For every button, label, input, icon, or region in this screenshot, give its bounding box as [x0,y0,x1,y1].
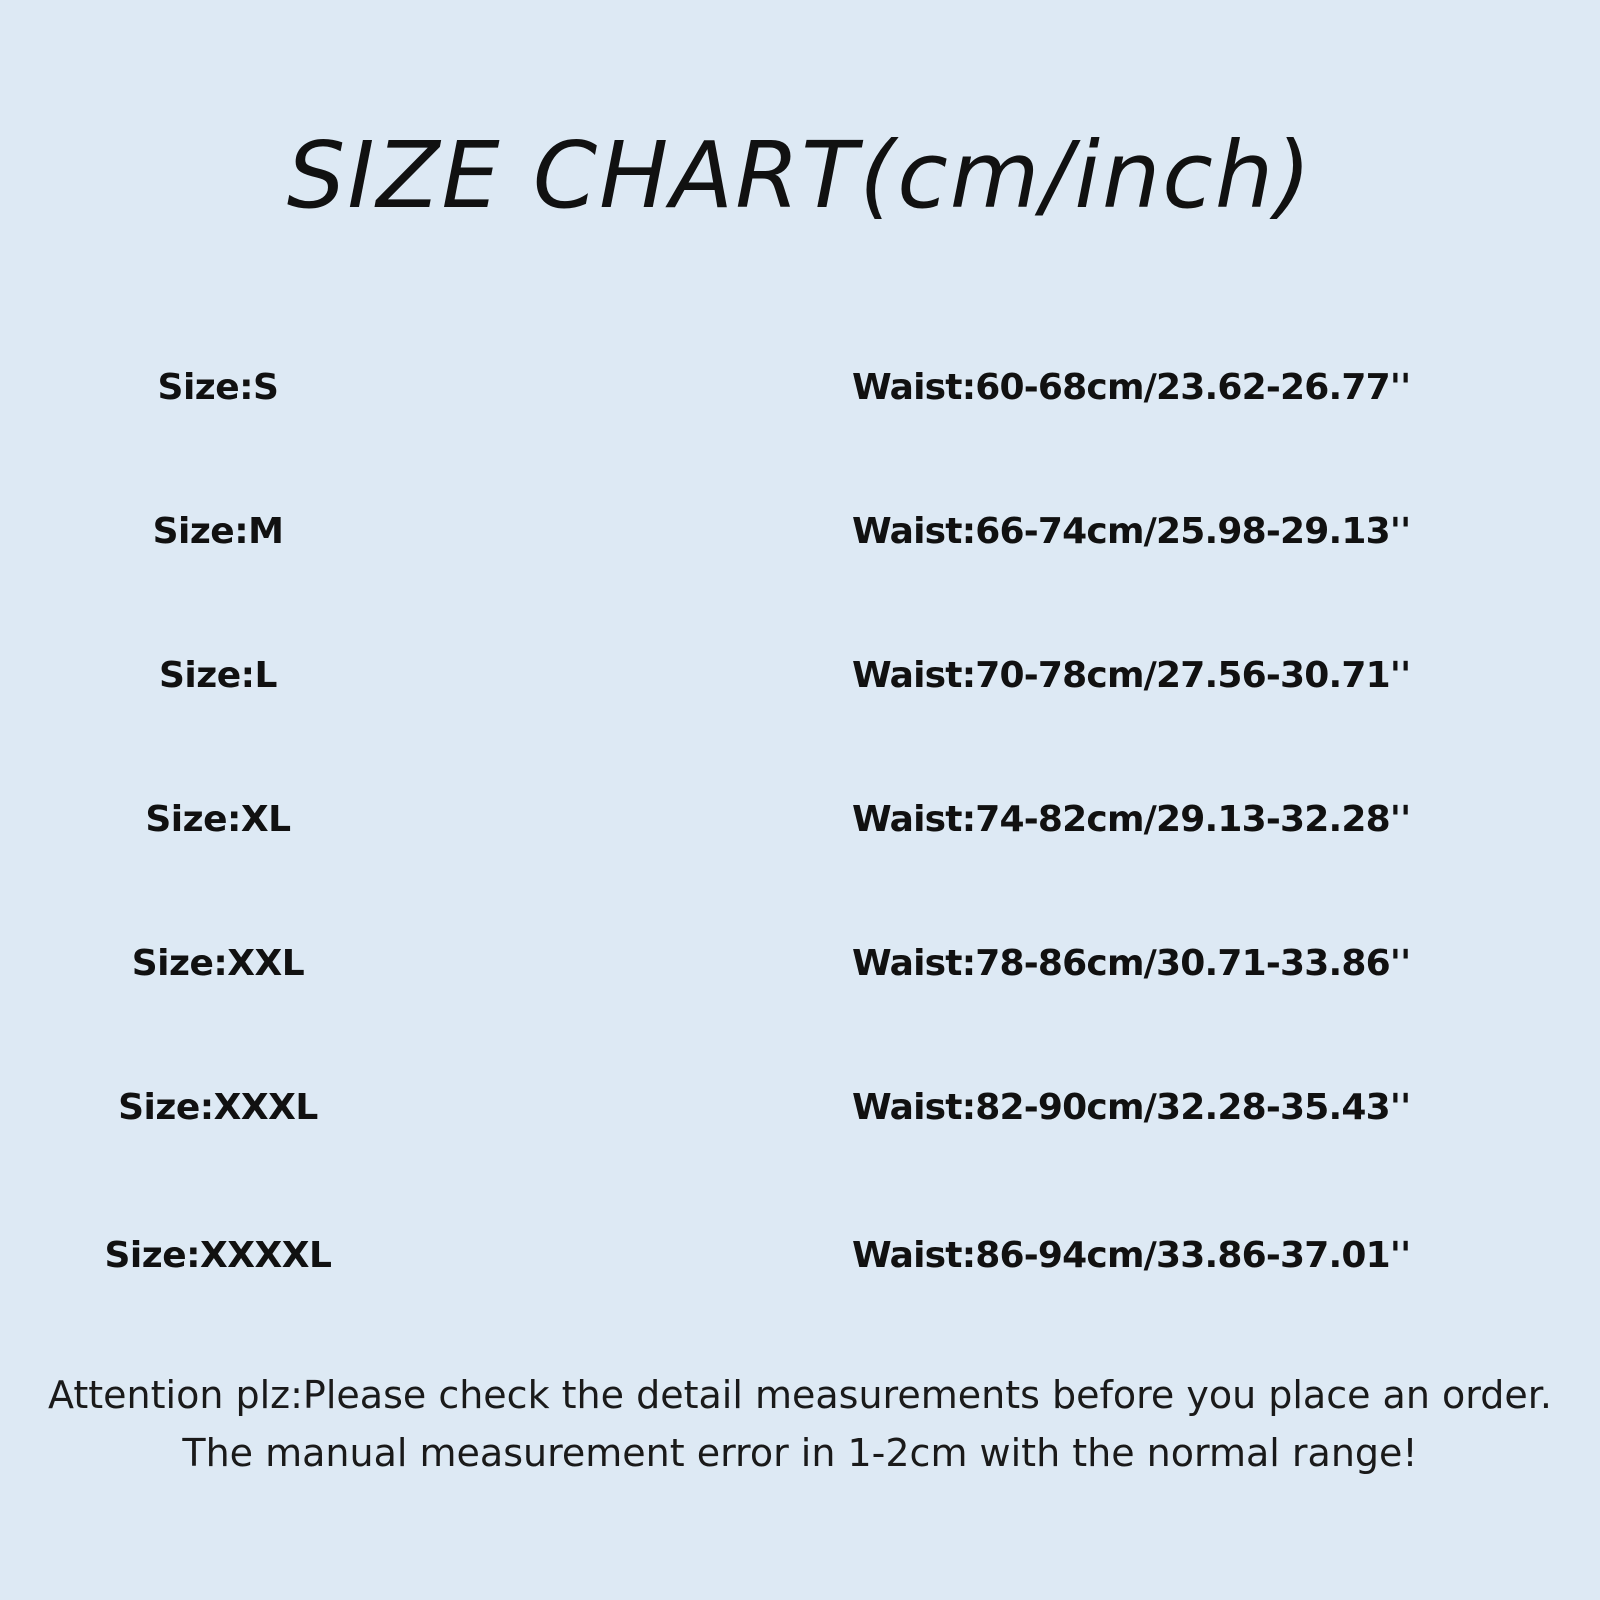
size-label: Size:XL [145,799,291,840]
size-label: Size:XXXL [118,1087,318,1128]
size-row [0,790,1600,850]
size-label: Size:L [159,655,277,696]
waist-measurement: Waist:74-82cm/29.13-32.28'' [852,799,1411,840]
waist-measurement: Waist:86-94cm/33.86-37.01'' [852,1235,1411,1276]
size-row [0,646,1600,706]
size-label: Size:M [152,511,284,552]
waist-measurement: Waist:70-78cm/27.56-30.71'' [852,655,1411,696]
size-label: Size:S [157,367,279,408]
size-row [0,502,1600,562]
page-title: SIZE CHART(cm/inch) [286,122,1314,229]
measurement-error-note: The manual measurement error in 1-2cm with the normal range! [182,1431,1418,1475]
size-label: Size:XXL [131,943,305,984]
size-row [0,1226,1600,1286]
size-row [0,934,1600,994]
size-row [0,358,1600,418]
waist-measurement: Waist:66-74cm/25.98-29.13'' [852,511,1411,552]
waist-measurement: Waist:82-90cm/32.28-35.43'' [852,1087,1411,1128]
size-row [0,1078,1600,1138]
attention-note: Attention plz:Please check the detail measurements before you place an order. [48,1373,1552,1417]
size-label: Size:XXXXL [104,1235,332,1276]
waist-measurement: Waist:60-68cm/23.62-26.77'' [852,367,1411,408]
waist-measurement: Waist:78-86cm/30.71-33.86'' [852,943,1411,984]
